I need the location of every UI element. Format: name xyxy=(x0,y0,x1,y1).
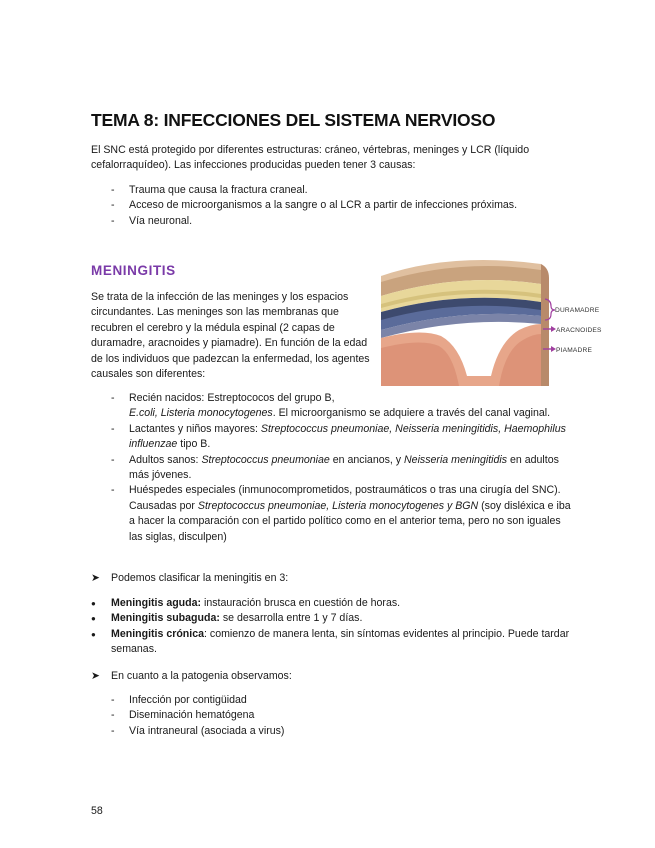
list-item: - Trauma que causa la fractura craneal. xyxy=(91,183,561,198)
arrow-bullet-icon: ➤ xyxy=(91,670,100,682)
list-item: - Adultos sanos: Streptococcus pneumoniae en ancianos, y Neisseria meningitidis en adultos más jóvenes. xyxy=(91,453,571,484)
classification-list xyxy=(91,596,571,658)
label-aracnoides: ARACNOIDES xyxy=(556,327,602,334)
meninges-illustration xyxy=(381,258,609,388)
list-item: - Huéspedes especiales (inmunocomprometidos, postraumáticos o tras una cirugía del SNC). Causadas por Streptococcus pneumoniae, Listeria monocytogenes y BGN (soy disléxica e iba a hacer la comparación con el partido político como en el anterior tema, pero no son iguales las siglas, disculpen) xyxy=(91,483,571,545)
list-item: - Infección por contigüidad xyxy=(91,693,561,708)
list-item: - Recién nacidos: Estreptococos del grupo B, E.coli, Listeria monocytogenes. El microorganismo se adquiere a través del canal vaginal. xyxy=(91,391,571,422)
page-number: 58 xyxy=(91,805,103,817)
list-item: - Vía neuronal. xyxy=(91,214,561,229)
list-item: ● Meningitis aguda: instauración brusca en cuestión de horas. xyxy=(91,596,571,611)
meningitis-paragraph: Se trata de la infección de las meninges y los espacios circundantes. Las meninges son las membranas que recubren el cerebro y la médula espinal (2 capas de duramadre, aracnoides y piamadre). En función de la edad de los individuos que padezcan la enfermedad, los agentes causales son diferentes: xyxy=(91,291,370,381)
section-heading: MENINGITIS xyxy=(91,263,176,278)
causes-list xyxy=(91,183,561,229)
pathogenesis-list xyxy=(91,693,561,739)
list-item: - Diseminación hematógena xyxy=(91,708,561,723)
label-duramadre: DURAMADRE xyxy=(555,307,600,314)
meninges-figure xyxy=(381,258,609,388)
intro-paragraph: El SNC está protegido por diferentes estructuras: cráneo, vértebras, meninges y LCR (líquido cefalorraquídeo). Las infecciones producidas pueden tener 3 causas: xyxy=(91,144,530,172)
list-item: - Acceso de microorganismos a la sangre o al LCR a partir de infecciones próximas. xyxy=(91,198,561,213)
list-item: ● Meningitis subaguda: se desarrolla entre 1 y 7 días. xyxy=(91,611,571,626)
list-item: ● Meningitis crónica: comienzo de manera lenta, sin síntomas evidentes al principio. Puede tardar semanas. xyxy=(91,627,571,658)
classify-intro: ➤ Podemos clasificar la meningitis en 3: xyxy=(91,571,571,586)
page-title: TEMA 8: INFECCIONES DEL SISTEMA NERVIOSO xyxy=(91,110,496,130)
list-item: - Lactantes y niños mayores: Streptococcus pneumoniae, Neisseria meningitidis, Haemophilus influenzae tipo B. xyxy=(91,422,571,453)
arrow-bullet-icon: ➤ xyxy=(91,572,100,584)
age-groups-list xyxy=(91,391,571,545)
label-piamadre: PIAMADRE xyxy=(556,347,593,354)
pathogenesis-intro: ➤ En cuanto a la patogenia observamos: xyxy=(91,669,571,684)
list-item: - Vía intraneural (asociada a virus) xyxy=(91,724,561,739)
